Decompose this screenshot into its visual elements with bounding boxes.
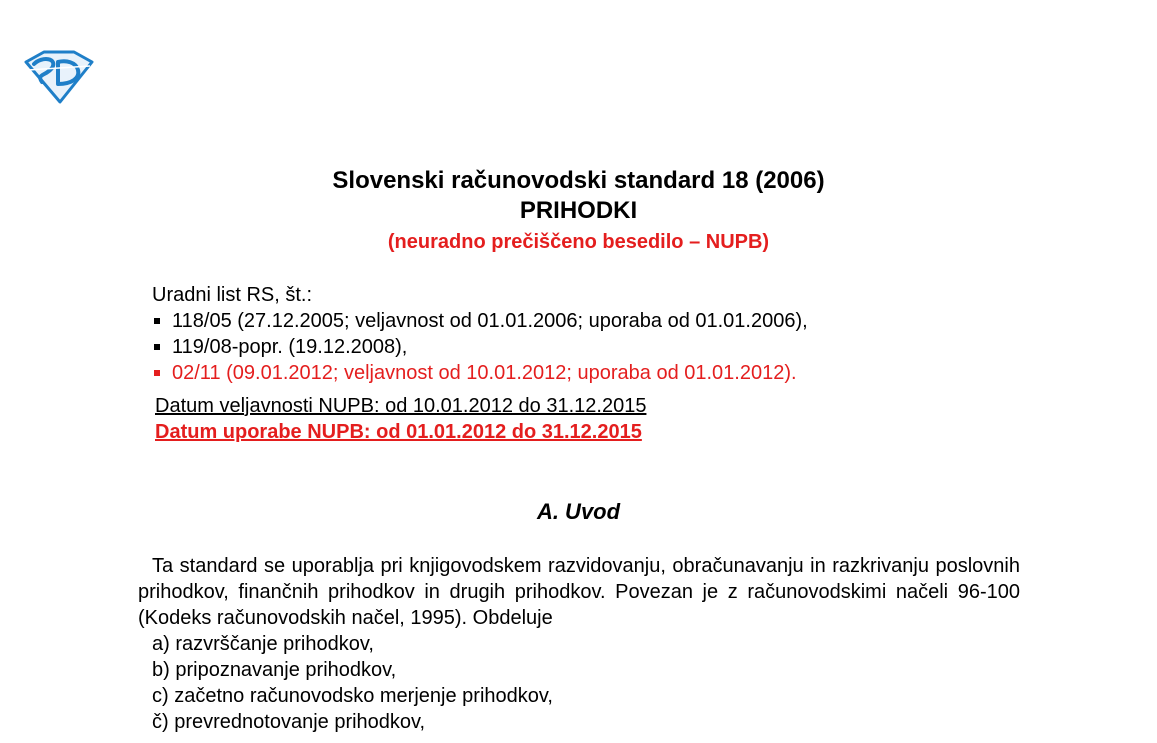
gazette-item: 118/05 (27.12.2005; veljavnost od 01.01.2006; uporaba od 01.01.2006), [152, 308, 808, 334]
section-heading: A. Uvod [536, 499, 621, 524]
gazette-item: 119/08-popr. (19.12.2008), [152, 334, 808, 360]
document-title: Slovenski računovodski standard 18 (2006) [332, 167, 825, 194]
document-subtitle: PRIHODKI [519, 197, 638, 224]
nupb-note: (neuradno prečiščeno besedilo – NUPB) [387, 231, 770, 253]
intro-paragraph: Ta standard se uporablja pri knjigovodskem razvidovanju, obračunavanju in razkrivanju poslovnih prihodkov, finančnih prihodkov in drugih prihodkov. Povezan je z računovodskimi načeli 96-100 (Kodeks računovodskih načel, 1995). Obdeluje [138, 555, 1020, 629]
gazette-list [152, 308, 808, 386]
list-item: a) razvrščanje prihodkov, [152, 633, 374, 655]
list-item: c) začetno računovodsko merjenje prihodkov, [152, 685, 553, 707]
gazette-item: 02/11 (09.01.2012; veljavnost od 10.01.2012; uporaba od 01.01.2012). [152, 360, 808, 386]
usage-date: Datum uporabe NUPB: od 01.01.2012 do 31.12.2015 [155, 421, 642, 443]
gazette-references [152, 282, 808, 386]
intro-list [138, 631, 1020, 735]
list-item: č) prevrednotovanje prihodkov, [152, 711, 426, 733]
validity-date: Datum veljavnosti NUPB: od 10.01.2012 do 31.12.2015 [155, 395, 647, 417]
sd-logo-icon [22, 48, 96, 104]
intro-section [138, 553, 1020, 735]
list-item: b) pripoznavanje prihodkov, [152, 659, 397, 681]
gazette-intro: Uradni list RS, št.: [152, 284, 313, 306]
